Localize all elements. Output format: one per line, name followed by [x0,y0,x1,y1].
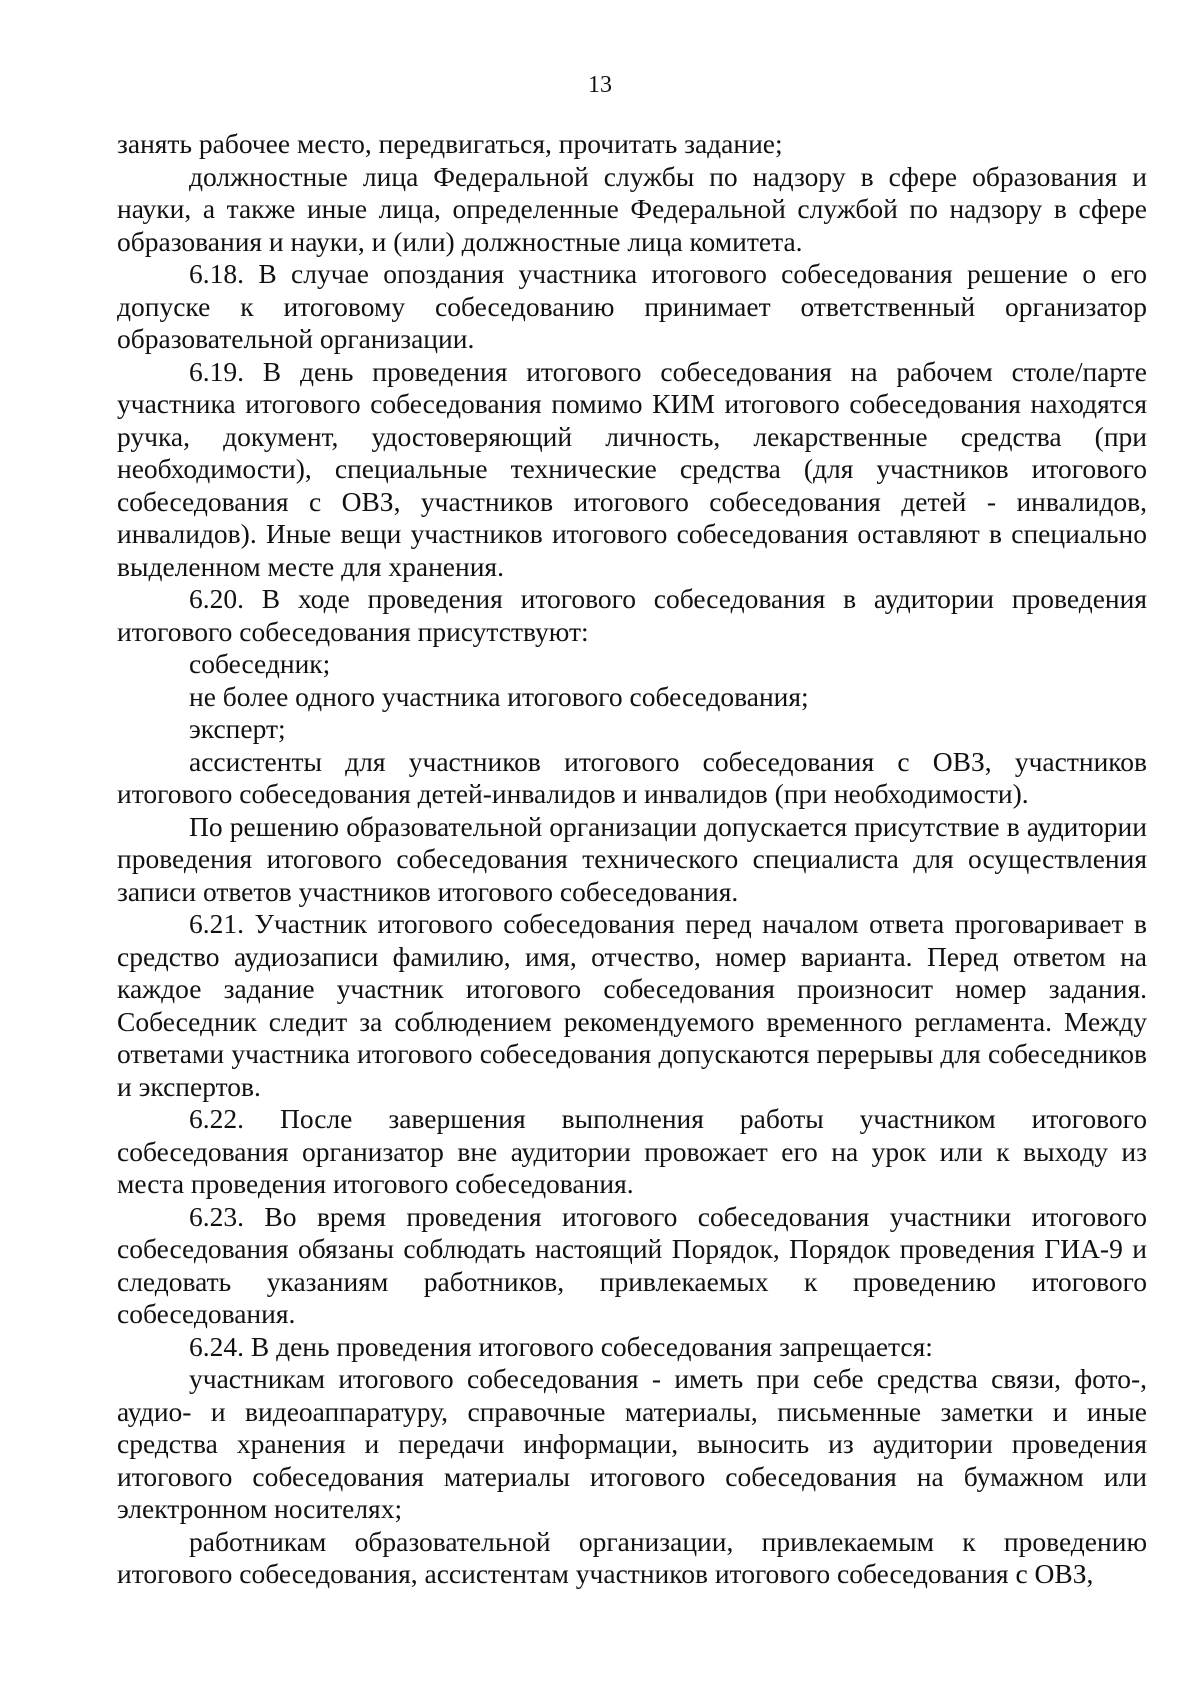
page-number: 13 [588,72,612,98]
list-item: работникам образовательной организации, привлекаемым к проведению итогового собеседования, ассистентам участников итогового собеседования с ОВЗ, [117,1525,1147,1589]
list-item: не более одного участника итогового собеседования; [189,680,809,712]
paragraph-6-22: 6.22. После завершения выполнения работы участником итогового собеседования организатор вне аудитории провожает его на урок или к выходу из места проведения итогового собеседования. [117,1103,1147,1199]
list-item: эксперт; [189,713,286,744]
document-body [117,128,1147,1591]
paragraph-6-24: 6.24. В день проведения итогового собеседования запрещается: [189,1330,933,1362]
paragraph-6-21: 6.21. Участник итогового собеседования перед началом ответа проговаривает в средство аудиозаписи фамилию, имя, отчество, номер варианта. Перед ответом на каждое задание участник итогового собеседования произносит номер задания. Собеседник следит за соблюдением рекомендуемого временного регламента. Между ответами участника итогового собеседования допускаются перерывы для собеседников и экспертов. [117,908,1147,1102]
paragraph: занять рабочее место, передвигаться, прочитать задание; [117,128,783,159]
paragraph-6-18: 6.18. В случае опоздания участника итогового собеседования решение о его допуске к итоговому собеседованию принимает ответственный организатор образовательной организации. [117,258,1147,354]
paragraph: По решению образовательной организации допускается присутствие в аудитории проведения итогового собеседования технического специалиста для осуществления записи ответов участников итогового собеседования. [117,810,1147,907]
list-item: ассистенты для участников итогового собеседования с ОВЗ, участников итогового собеседования детей-инвалидов и инвалидов (при необходимости). [117,745,1147,809]
paragraph-6-19: 6.19. В день проведения итогового собеседования на рабочем столе/парте участника итогового собеседования помимо КИМ итогового собеседования находятся ручка, документ, удостоверяющий личность, лекарственные средства (при необходимости), специальные технические средства (для участников итогового собеседования с ОВЗ, участников итогового собеседования детей - инвалидов, инвалидов). Иные вещи участников итогового собеседования оставляют в специально выделенном месте для хранения. [117,355,1147,582]
paragraph-6-23: 6.23. Во время проведения итогового собеседования участники итогового собеседования обязаны соблюдать настоящий Порядок, Порядок проведения ГИА-9 и следовать указаниям работников, привлекаемых к проведению итогового собеседования. [117,1200,1147,1329]
list-item: собеседник; [189,648,331,679]
paragraph: должностные лица Федеральной службы по надзору в сфере образования и науки, а также иные лица, определенные Федеральной службой по надзору в сфере образования и науки, и (или) должностные лица комитета. [117,160,1147,257]
list-item: участникам итогового собеседования - иметь при себе средства связи, фото-, аудио- и видеоаппаратуру, справочные материалы, письменные заметки и иные средства хранения и передачи информации, выносить из аудитории проведения итогового собеседования материалы итогового собеседования на бумажном или электронном носителях; [117,1363,1147,1524]
paragraph-6-20: 6.20. В ходе проведения итогового собеседования в аудитории проведения итогового собеседования присутствуют: [117,583,1147,647]
